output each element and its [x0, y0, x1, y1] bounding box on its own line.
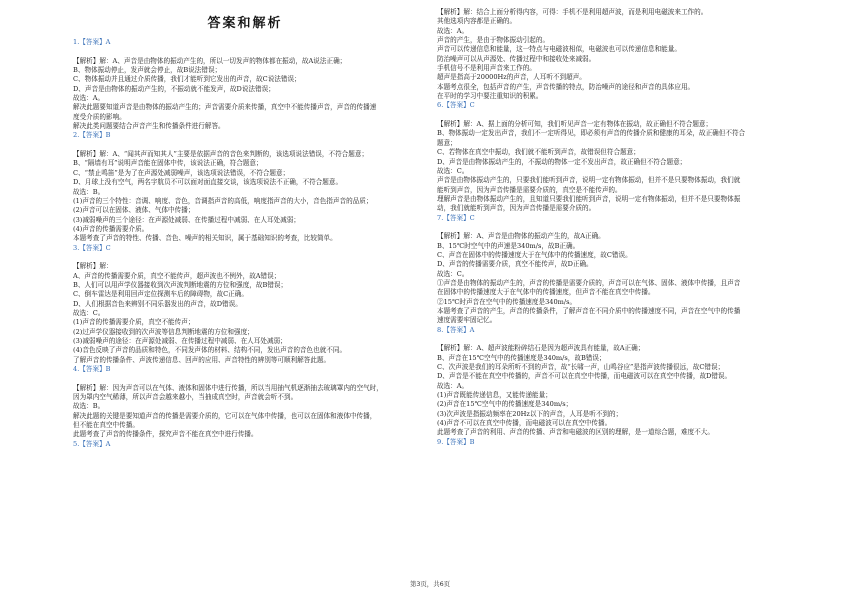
text-line: 本题考点很全，包括声音的产生，声音传播的特点，防治噪声的途径和声音的具体应用。	[437, 82, 695, 91]
text-line: 本题考查了声音的产生，声音的传播条件，了解声音在不同介质中的传播速度不同，声音在空气中的传播	[437, 307, 741, 315]
text-line: (2)声音在15℃空气中的传播速度是340m/s；	[437, 400, 573, 409]
text-line: 声音的产生，是由于物体振动引起的。	[437, 36, 550, 45]
text-line: D、声音是由物体的振动产生的，不振动就不能发声，故D说法错误；	[73, 84, 275, 93]
text-line: 在平时的学习中要注重知识的积累。	[437, 92, 543, 101]
text-line: 因为罩内空气稀薄，所以声音会越来越小，当抽成真空时，声音就会听不到。	[73, 393, 298, 402]
text-line: ②15℃时声音在空气中的传播速度是340m/s。	[437, 297, 577, 306]
left-answer-list	[73, 38, 417, 449]
blank-line	[73, 47, 417, 56]
blank-line	[437, 335, 781, 344]
text-line: 动，我们就能听到声音，因为声音传播是需要介质的。	[437, 204, 596, 213]
text-line: 故选：B。	[73, 402, 105, 411]
answer-heading: 9.【答案】B	[437, 437, 475, 446]
blank-line	[437, 111, 781, 120]
right-column	[437, 0, 781, 447]
text-line: 超声是指高于20000Hz的声音，人耳听不到超声。	[437, 73, 586, 82]
text-line: (4)音色反映了声音的品质和特色，不同发声体的材料、结构不同，发出声音的音色也就不同。	[73, 346, 347, 355]
answer-heading: 5.【答案】A	[73, 439, 111, 448]
text-line: D、声音是不能在真空中传播的，声音不可以在真空中传播，而电磁波可以在真空中传播，故D错误。	[437, 372, 732, 381]
answer-heading: 3.【答案】C	[73, 243, 111, 252]
text-line: 故选：A。	[73, 94, 105, 103]
text-line: D、月球上没有空气，两名宇航员不可以面对面直接交谈，该选项说法不正确，不符合题意。	[73, 178, 343, 187]
text-line: 其他选项内容都是正确的。	[437, 17, 517, 26]
text-line: 声音可以传递信息和能量，这一特点与电磁波相似，电磁波也可以传递信息和能量。	[437, 45, 681, 54]
right-answer-list	[437, 8, 781, 447]
text-line: 故选：C。	[437, 166, 469, 175]
text-line: D、声音的传播需要介质，真空不能传声，故D正确。	[437, 260, 593, 269]
text-line: 【解析】解：因为声音可以在气体、液体和固体中进行传播，所以当用抽气机逐渐抽去玻璃罩内的空气时，	[73, 383, 383, 392]
text-line: (3)减弱噪声的途径：在声源处减弱、在传播过程中减弱、在人耳处减弱；	[73, 337, 287, 345]
text-line: 此题考查了声音的利用、声音的传播、声音和电磁波的区别的理解，是一道综合题，难度不大。	[437, 428, 714, 437]
text-line: 解决此题的关键是要知道声音的传播是需要介质的，它可以在气体中传播，也可以在固体和液体中传播，	[73, 411, 377, 420]
text-line: 解决此题要知道声音是由物体的振动产生的；声音需要介质来传播，真空中不能传播声音，声音的传播速	[73, 103, 377, 112]
text-line: 故选：A。	[437, 26, 469, 35]
text-line: 速度需要牢固记忆。	[437, 316, 497, 325]
text-line: D、声音是由物体振动产生的，不振动的物体一定不发出声音，故正确但不符合题意；	[437, 157, 687, 166]
text-line: B、15℃时空气中的声速是340m/s，故B正确。	[437, 241, 580, 250]
text-line: 了解声音的传播条件、声波传递信息、回声的应用、声音特性的辨别等可顺利解答此题。	[73, 355, 331, 364]
blank-line	[73, 141, 417, 150]
text-line: C、物体振动并且通过介质传播，我们才能听到它发出的声音，故C说法错误；	[73, 75, 301, 84]
text-line: (2)过声学仪器接收到的次声波等信息判断地震的方位和强度；	[73, 327, 254, 336]
text-line: 故选：C。	[73, 308, 105, 317]
text-line: B、人们可以用声学仪器接收到次声波判断地震的方位和强度，故B错误；	[73, 280, 288, 289]
text-line: B、“隔墙有耳”说明声音能在固体中传，该说法正确，符合题意；	[73, 159, 263, 168]
text-line: (1)声音的三个特性：音调、响度、音色，音调指声音的高低，响度指声音的大小，音色指声音的品质；	[73, 196, 373, 205]
text-line: 【解析】解：	[73, 262, 113, 271]
text-line: (1)声音的传播需要介质，真空不能传声；	[73, 318, 195, 327]
text-line: 题意；	[437, 138, 457, 147]
page-number-footer: 第3页，共6页	[409, 580, 451, 588]
text-line: B、物体振动停止，发声就会停止，故B说法错误；	[73, 66, 222, 75]
text-line: 【解析】解：A、声音是由物体的振动产生的，故A正确。	[437, 232, 605, 241]
text-line: 能听到声音，因为声音传播是需要介质的，真空是不能传声的。	[437, 185, 622, 194]
text-line: 理解声音是由物体振动产生的，且知道只要我们能听到声音，说明一定有物体振动，但并不是只要物体振	[437, 194, 741, 203]
text-line: A、声音的传播需要介质，真空不能传声，超声波也不例外，故A错误；	[73, 271, 281, 280]
text-line: 故选：A。	[437, 381, 469, 390]
text-line: 但不能在真空中传播。	[73, 421, 139, 430]
text-line: B、声音在15℃空气中的传播速度是340m/s，故B错误；	[437, 353, 606, 362]
text-line: (1)声音既能传递信息，又能传递能量；	[437, 391, 552, 400]
text-line: 解决此类问题要结合声音产生和传播条件进行解答。	[73, 122, 225, 131]
text-line: 防治噪声可以从声源处、传播过程中和接收处来减弱。	[437, 54, 596, 63]
blank-line	[73, 374, 417, 383]
text-line: 【解析】解：A、据上面的分析可知，我们听见声音一定有物体在振动，故正确但不符合题意；	[437, 120, 713, 129]
text-line: C、倒车雷达是利用回声定位探测车后的障碍物，故C正确。	[73, 290, 248, 299]
page-title: 答案和解析	[207, 16, 283, 31]
text-line: 在固体中的传播速度大于在气体中的传播速度，但声音不能在真空中传播。	[437, 288, 655, 297]
answer-heading: 4.【答案】B	[73, 365, 111, 374]
text-line: (4)声音不可以在真空中传播，而电磁波可以在真空中传播。	[437, 419, 612, 428]
text-line: C、“禁止鸣笛”是为了在声源处减弱噪声，该选项说法错误，不符合题意；	[73, 168, 290, 177]
text-line: 【解析】解：A、超声波能粉碎结石是因为超声波具有能量，故A正确；	[437, 344, 645, 353]
text-line: 此题考查了声音的传播条件，探究声音不能在真空中进行传播。	[73, 430, 258, 439]
text-line: 【解析】解：结合上面分析得内容，可得：手机不是利用超声波，而是利用电磁波来工作的。	[437, 8, 708, 16]
text-line: B、物体振动一定发出声音，我们不一定听得见，即必须有声音的传播介质和健康的耳朵，故正确但不符合	[437, 129, 746, 138]
text-line: 本题考查了声音的特性、传播、音色、噪声的相关知识，属于基础知识的考查，比较简单。	[73, 234, 337, 243]
text-line: 声音是由物体振动产生的，只要我们能听到声音，说明一定有物体振动，但并不是只要物体振动，我们就	[437, 176, 741, 185]
answer-heading: 1.【答案】A	[73, 38, 111, 46]
text-line: C、若物体在真空中振动，我们就不能听到声音，故错误但符合题意；	[437, 148, 640, 157]
answer-heading: 6.【答案】C	[437, 101, 475, 110]
blank-line	[73, 253, 417, 262]
answer-heading: 8.【答案】A	[437, 325, 475, 334]
text-line: ①声音是由物体的振动产生的，声音的传播是需要介质的，声音可以在气体、固体、液体中传播，且声音	[437, 278, 741, 287]
text-line: (3)减弱噪声的三个途径：在声源处减弱、在传播过程中减弱、在人耳处减弱；	[73, 215, 300, 224]
text-line: (3)次声波是指振动频率在20Hz以下的声音，人耳是听不到的；	[437, 409, 623, 418]
text-line: (2)声音可以在固体、液体、气体中传播；	[73, 206, 195, 215]
text-line: 度受介质的影响。	[73, 112, 126, 121]
text-line: C、声音在固体中的传播速度大于在气体中的传播速度，故C错误。	[437, 250, 632, 259]
blank-line	[437, 223, 781, 232]
text-line: D、人们根据音色来辨别不同乐器发出的声音，故D错误。	[73, 299, 242, 308]
text-line: 故选：B。	[73, 187, 105, 196]
left-column	[73, 0, 417, 449]
text-line: 【解析】解：A、“闻其声而知其人”主要是依据声音的音色来判断的，该选项说法错误，不符合题意；	[73, 150, 369, 159]
answer-heading: 2.【答案】B	[73, 131, 111, 140]
answer-heading: 7.【答案】C	[437, 213, 475, 222]
text-line: (4)声音的传播需要介质。	[73, 224, 149, 233]
text-line: 【解析】解：A、声音是由物体的振动产生的，所以一切发声的物体都在振动，故A说法正确；	[73, 56, 347, 65]
text-line: 手机信号不是利用声音来工作的。	[437, 64, 536, 73]
text-line: C、次声波是我们的耳朵所听不到的声音，故“长啸一声，山鸣谷应”是指声波传播很远，故C错误；	[437, 363, 725, 372]
text-line: 故选：C。	[437, 269, 469, 278]
